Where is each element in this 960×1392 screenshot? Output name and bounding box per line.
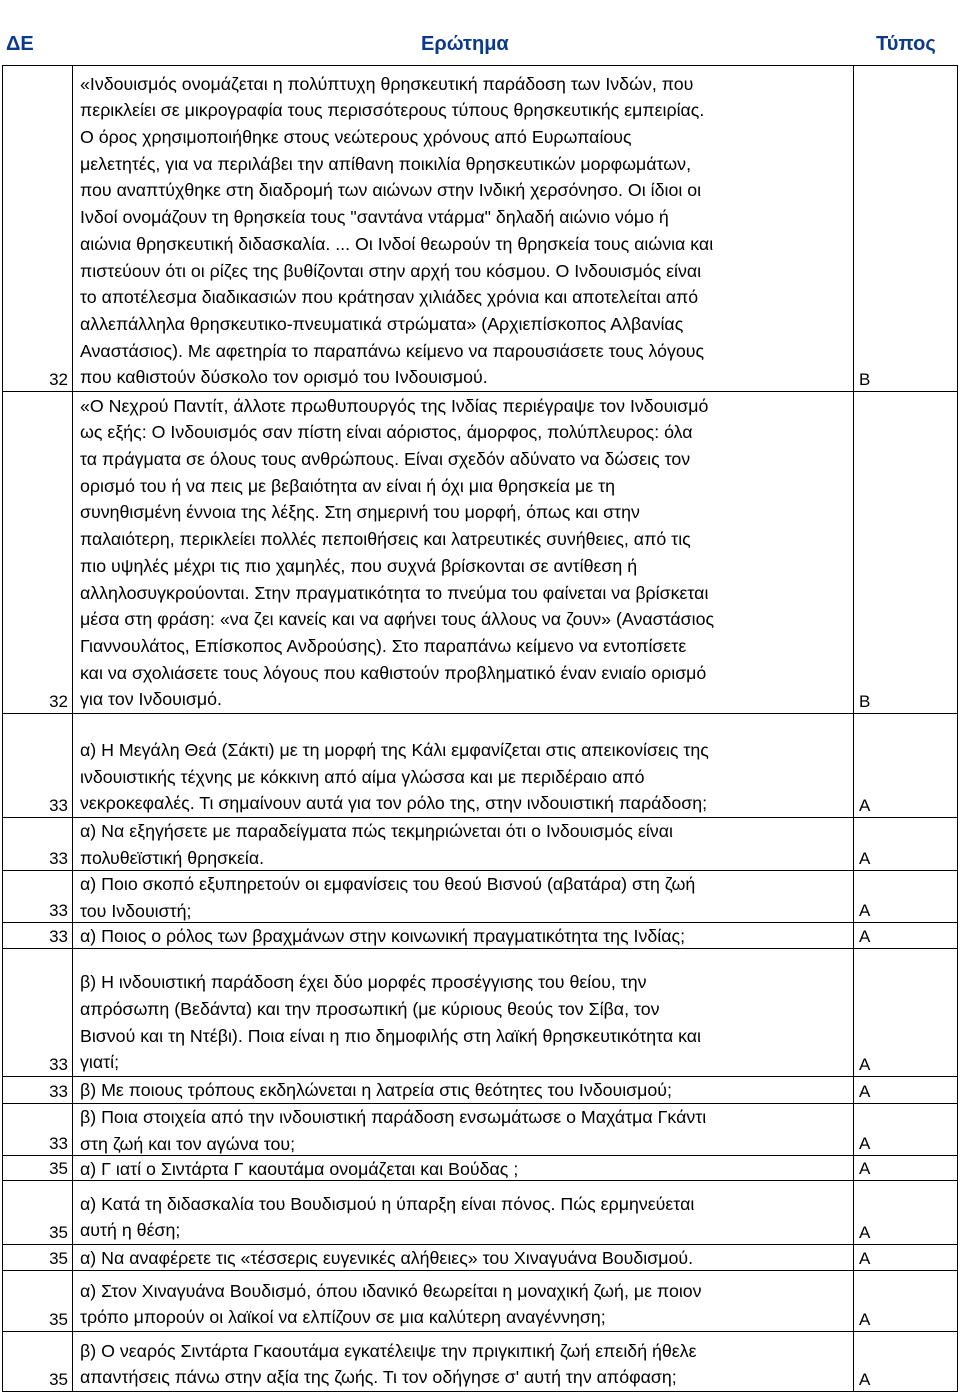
question-line: α) Στον Χιναγυάνα Βουδισμό, όπου ιδανικό θεωρείται η μοναχική ζωή, με ποιον	[80, 1280, 702, 1301]
row-number: 35	[49, 1223, 68, 1242]
question-line: αλλεπάλληλα θρησκευτικο-πνευματικά στρώματα» (Αρχιεπίσκοπος Αλβανίας	[80, 313, 684, 334]
question-line: μελετητές, για να περιλάβει την απίθανη ποικιλία θρησκευτικών μορφωμάτων,	[80, 153, 692, 174]
row-number: 33	[49, 796, 68, 815]
question-line: «Ινδουισμός ονομάζεται η πολύπτυχη θρησκευτική παράδοση των Ινδών, που	[80, 73, 694, 94]
question-line: α) Η Μεγάλη Θεά (Σάκτι) με τη μορφή της Κάλι εμφανίζεται στις απεικονίσεις της	[80, 739, 709, 760]
question-text	[80, 1077, 860, 1104]
question-line: α) Να αναφέρετε τις «τέσσερις ευγενικές αλήθειες» του Χιναγυάνα Βουδισμού.	[80, 1248, 694, 1268]
question-type: Α	[859, 849, 871, 868]
header-question: Ερώτημα	[421, 33, 509, 55]
question-type: Α	[859, 901, 871, 920]
table-row	[0, 923, 960, 949]
question-line: αιώνια θρησκευτική διδασκαλία. ... Οι Ινδοί θεωρούν τη θρησκεία τους αιώνια και	[80, 233, 714, 254]
question-line: το αποτέλεσμα διαδικασιών που κράτησαν χιλιάδες χρόνια και αποτελείται από	[80, 287, 699, 308]
question-type: Α	[859, 1134, 871, 1153]
question-text	[80, 818, 860, 871]
row-number: 32	[49, 370, 68, 389]
grid-column-line	[72, 65, 73, 1392]
table-row	[0, 392, 960, 714]
table-row	[0, 1077, 960, 1104]
table-row	[0, 1245, 960, 1271]
question-line: αλληλοσυγκρούονται. Στην πραγματικότητα το πνεύμα του φαίνεται να βρίσκεται	[80, 582, 709, 603]
question-type: Α	[859, 1223, 871, 1242]
question-line: και να σχολιάσετε τους λόγους που καθιστούν προβληματικό έναν ενιαίο ορισμό	[80, 662, 707, 683]
row-number: 33	[49, 1082, 68, 1101]
row-number: 32	[49, 692, 68, 711]
grid-column-line	[957, 65, 958, 1392]
question-text	[80, 923, 860, 950]
question-line: πολυθεϊστική θρησκεία.	[80, 847, 265, 868]
row-number: 35	[49, 1249, 68, 1268]
question-line: α) Ποιος ο ρόλος των βραχμάνων στην κοινωνική πραγματικότητα της Ινδίας;	[80, 926, 686, 946]
question-line: τρόπο μπορούν οι λαϊκοί να ελπίζουν σε μια καλύτερη αναγέννηση;	[80, 1307, 606, 1328]
question-line: μέσα στη φράση: «να ζει κανείς και να αφήνει τους άλλους να ζουν» (Αναστάσιος	[80, 609, 715, 630]
question-line: αυτή η θέση;	[80, 1220, 181, 1241]
question-line: Ο όρος χρησιμοποιήθηκε στους νεώτερους χρόνους από Ευρωπαίους	[80, 127, 632, 147]
question-line: β) Η ινδουιστική παράδοση έχει δύο μορφές προσέγγισης του θείου, την	[80, 972, 647, 993]
question-line: α) Να εξηγήσετε με παραδείγματα πώς τεκμηριώνεται ότι ο Ινδουισμός είναι	[80, 821, 673, 841]
question-line: συνηθισμένη έννοια της λέξης. Στη σημερινή του μορφή, όπως και στην	[80, 502, 640, 523]
question-line: για τον Ινδουισμό.	[80, 689, 222, 710]
question-line: γιατί;	[80, 1052, 120, 1073]
question-line: πιστεύουν ότι οι ρίζες της βυθίζονται στην αρχή του κόσμου. Ο Ινδουισμός είναι	[80, 260, 702, 281]
question-line: του Ινδουιστή;	[80, 900, 192, 921]
question-text	[80, 1278, 860, 1331]
question-text	[80, 1156, 860, 1183]
question-line: Βισνού και τη Ντέβι). Ποια είναι η πιο δημοφιλής στη λαϊκή θρησκευτικότητα και	[80, 1025, 702, 1046]
table-row	[0, 66, 960, 392]
row-number: 33	[49, 1055, 68, 1074]
question-type: Α	[859, 1249, 871, 1268]
question-line: α) Γ ιατί ο Σιντάρτα Γ καουτάμα ονομάζεται και Βούδας ;	[80, 1159, 519, 1179]
question-line: τα πράγματα σε όλους τους ανθρώπους. Είναι σχεδόν αδύνατο να δώσεις τον	[80, 449, 691, 469]
question-type: Α	[859, 796, 871, 815]
table-row	[0, 1156, 960, 1181]
grid-column-line	[853, 65, 854, 1392]
question-line: β) Ο νεαρός Σιντάρτα Γκαουτάμα εγκατέλειψε την πριγκιπική ζωή επειδή ήθελε	[80, 1340, 697, 1361]
grid-column-line	[2, 65, 3, 1392]
question-line: Γιαννουλάτος, Επίσκοπος Ανδρούσης). Στο παραπάνω κείμενο να εντοπίσετε	[80, 635, 687, 656]
question-line: «Ο Νεχρού Παντίτ, άλλοτε πρωθυπουργός της Ινδίας περιέγραψε τον Ινδουισμό	[80, 395, 709, 416]
question-line: β) Με ποιους τρόπους εκδηλώνεται η λατρεία στις θεότητες του Ινδουισμού;	[80, 1080, 672, 1100]
question-line: ορισμό του ή να πεις με βεβαιότητα αν είναι ή όχι μια θρησκεία με τη	[80, 475, 615, 496]
question-type: Α	[859, 1082, 871, 1101]
question-type: Α	[859, 927, 871, 946]
row-number: 33	[49, 1134, 68, 1153]
table-row	[0, 1104, 960, 1156]
question-line: στη ζωή και τον αγώνα του;	[80, 1133, 296, 1154]
question-text	[80, 737, 860, 817]
row-number: 33	[49, 901, 68, 920]
question-line: που αναπτύχθηκε στη διαδρομή των αιώνων στην Ινδική χερσόνησο. Οι ίδιοι οι	[80, 180, 702, 201]
row-number: 35	[49, 1159, 68, 1178]
table-row	[0, 871, 960, 923]
question-line: β) Ποια στοιχεία από την ινδουιστική παράδοση ενσωμάτωσε ο Μαχάτμα Γκάντι	[80, 1107, 707, 1127]
header-type: Τύπος	[876, 33, 936, 55]
table-header	[0, 0, 960, 60]
table-row	[0, 1181, 960, 1245]
question-type: Α	[859, 1310, 871, 1329]
question-text	[80, 1191, 860, 1244]
question-text	[80, 1338, 860, 1391]
table-row	[0, 949, 960, 1077]
question-text	[80, 1245, 860, 1272]
question-line: πιο υψηλές μέχρι τις πιο χαμηλές, που συχνά βρίσκονται σε αντίθεση ή	[80, 555, 638, 576]
question-text	[80, 71, 860, 391]
header-de: ΔΕ	[6, 33, 34, 55]
question-type: Α	[859, 1370, 871, 1389]
question-line: απαντήσεις πάνω στην αξία της ζωής. Τι τον οδήγησε σ' αυτή την απόφαση;	[80, 1367, 677, 1388]
question-type: Β	[859, 692, 871, 711]
question-text	[80, 393, 860, 713]
question-line: ως εξής: Ο Ινδουισμός σαν πίστη είναι αόριστος, άμορφος, πολύπλευρος: όλα	[80, 422, 693, 443]
question-type: Α	[859, 1055, 871, 1074]
question-line: απρόσωπη (Βεδάντα) και την προσωπική (με κύριους θεούς τον Σίβα, τον	[80, 998, 660, 1019]
row-number: 33	[49, 849, 68, 868]
row-number: 35	[49, 1310, 68, 1329]
question-type: Β	[859, 370, 871, 389]
question-type: Α	[859, 1159, 871, 1178]
row-number: 35	[49, 1370, 68, 1389]
question-line: που καθιστούν δύσκολο τον ορισμό του Ινδουισμού.	[80, 367, 488, 388]
table-row	[0, 818, 960, 871]
row-number: 33	[49, 927, 68, 946]
question-line: παλαιότερη, περικλείει πολλές πεποιθήσεις και λατρευτικές συνήθειες, από τις	[80, 529, 691, 550]
question-text	[80, 969, 860, 1076]
question-text	[80, 1104, 860, 1157]
question-line: Ινδοί ονομάζουν τη θρησκεία τους "σαντάνα ντάρμα" δηλαδή αιώνιο νόμο ή	[80, 207, 669, 228]
question-line: νεκροκεφαλές. Τι σημαίνουν αυτά για τον ρόλο της, στην ινδουιστική παράδοση;	[80, 793, 708, 814]
question-text	[80, 871, 860, 924]
table-row	[0, 1271, 960, 1332]
question-line: α) Κατά τη διδασκαλία του Βουδισμού η ύπαρξη είναι πόνος. Πώς ερμηνεύεται	[80, 1193, 695, 1214]
question-line: ινδουιστικής τέχνης με κόκκινη από αίμα γλώσσα και με περιδέραιο από	[80, 766, 645, 787]
table-row	[0, 1332, 960, 1392]
question-line: α) Ποιο σκοπό εξυπηρετούν οι εμφανίσεις του θεού Βισνού (αβατάρα) στη ζωή	[80, 874, 696, 894]
question-line: Αναστάσιος). Με αφετηρία το παραπάνω κείμενο να παρουσιάσετε τους λόγους	[80, 340, 705, 361]
question-line: περικλείει σε μικρογραφία τους περισσότερους τύπους θρησκευτικής εμπειρίας.	[80, 100, 705, 121]
table-row	[0, 714, 960, 818]
